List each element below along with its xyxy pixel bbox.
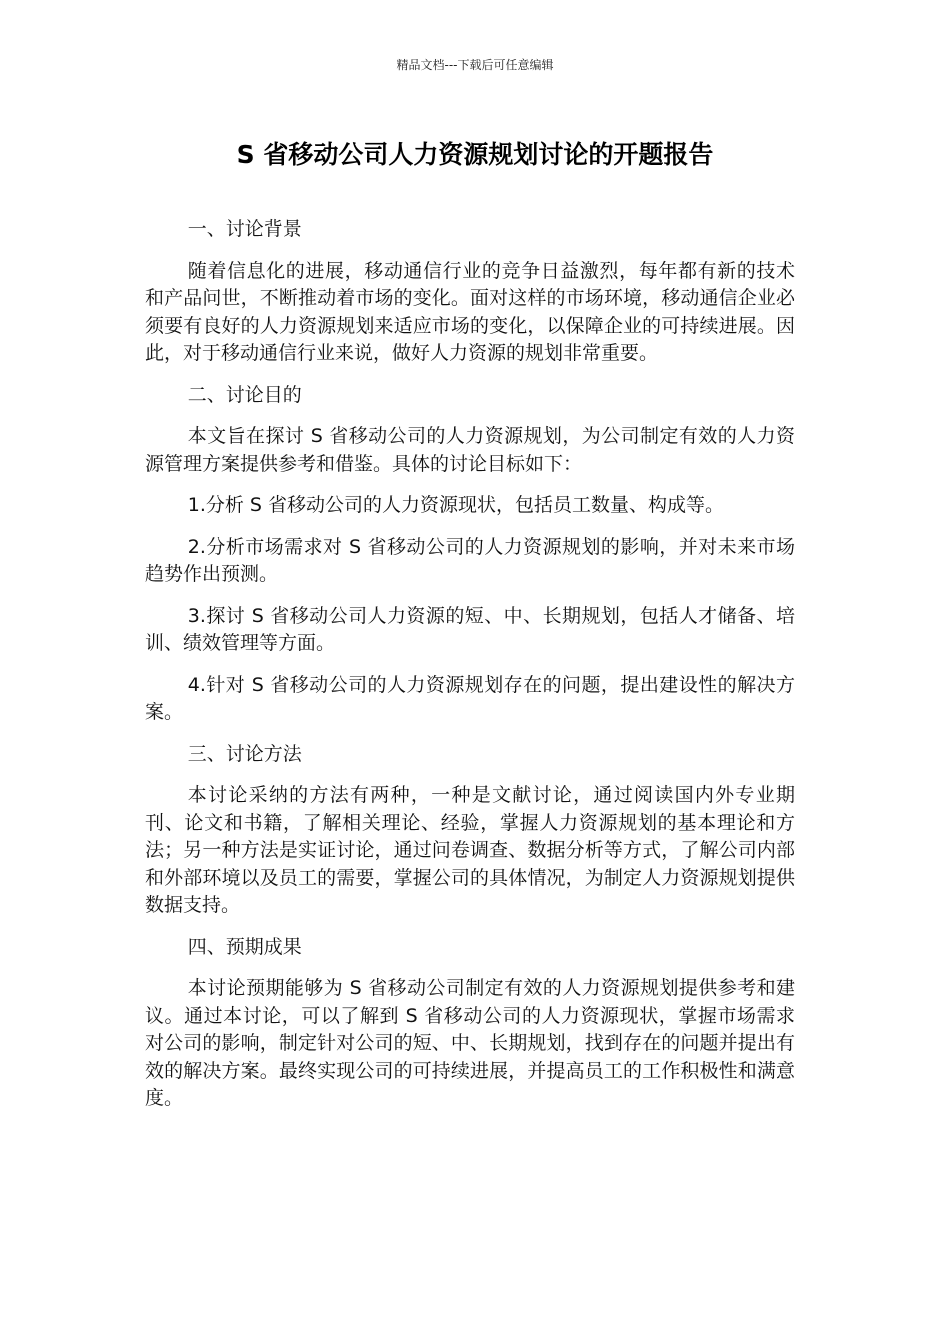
section-heading-outcome: 四、预期成果 (187, 935, 302, 958)
page-header: 精品文档---下载后可任意编辑 (396, 58, 554, 72)
purpose-item-1: 1.分析 S 省移动公司的人力资源现状，包括员工数量、构成等。 (187, 494, 725, 516)
purpose-item-3: 3.探讨 S 省移动公司人力资源的短、中、长期规划，包括人才储备、培训、绩效管理等方面。 (145, 604, 795, 654)
purpose-item-2: 2.分析市场需求对 S 省移动公司的人力资源规划的影响，并对未来市场趋势作出预测。 (145, 535, 795, 585)
section-heading-purpose: 二、讨论目的 (187, 383, 302, 406)
method-paragraph: 本讨论采纳的方法有两种，一种是文献讨论，通过阅读国内外专业期刊、论文和书籍，了解相关理论、经验，掌握人力资源规划的基本理论和方法；另一种方法是实证讨论，通过问卷调查、数据分析等方式，了解公司内部和外部环境以及员工的需要，掌握公司的具体情况，为制定人力资源规划提供数据支持。 (145, 784, 795, 916)
background-paragraph: 随着信息化的进展，移动通信行业的竞争日益激烈，每年都有新的技术和产品问世，不断推动着市场的变化。面对这样的市场环境，移动通信企业必须要有良好的人力资源规划来适应市场的变化，以保障企业的可持续进展。因此，对于移动通信行业来说，做好人力资源的规划非常重要。 (145, 259, 795, 364)
section-heading-background: 一、讨论背景 (187, 218, 302, 240)
purpose-paragraph: 本文旨在探讨 S 省移动公司的人力资源规划，为公司制定有效的人力资源管理方案提供参考和借鉴。具体的讨论目标如下： (145, 425, 795, 475)
purpose-item-4: 4.针对 S 省移动公司的人力资源规划存在的问题，提出建设性的解决方案。 (145, 673, 795, 723)
document-body (145, 216, 795, 1127)
document-title: S 省移动公司人力资源规划讨论的开题报告 (236, 140, 714, 169)
section-heading-method: 三、讨论方法 (187, 742, 302, 765)
outcome-paragraph: 本讨论预期能够为 S 省移动公司制定有效的人力资源规划提供参考和建议。通过本讨论，可以了解到 S 省移动公司的人力资源现状，掌握市场需求对公司的影响，制定针对公司的短、中、长期规划，找到存在的问题并提出有效的解决方案。最终实现公司的可持续进展，并提高员工的工作积极性和满意度。 (145, 977, 795, 1109)
